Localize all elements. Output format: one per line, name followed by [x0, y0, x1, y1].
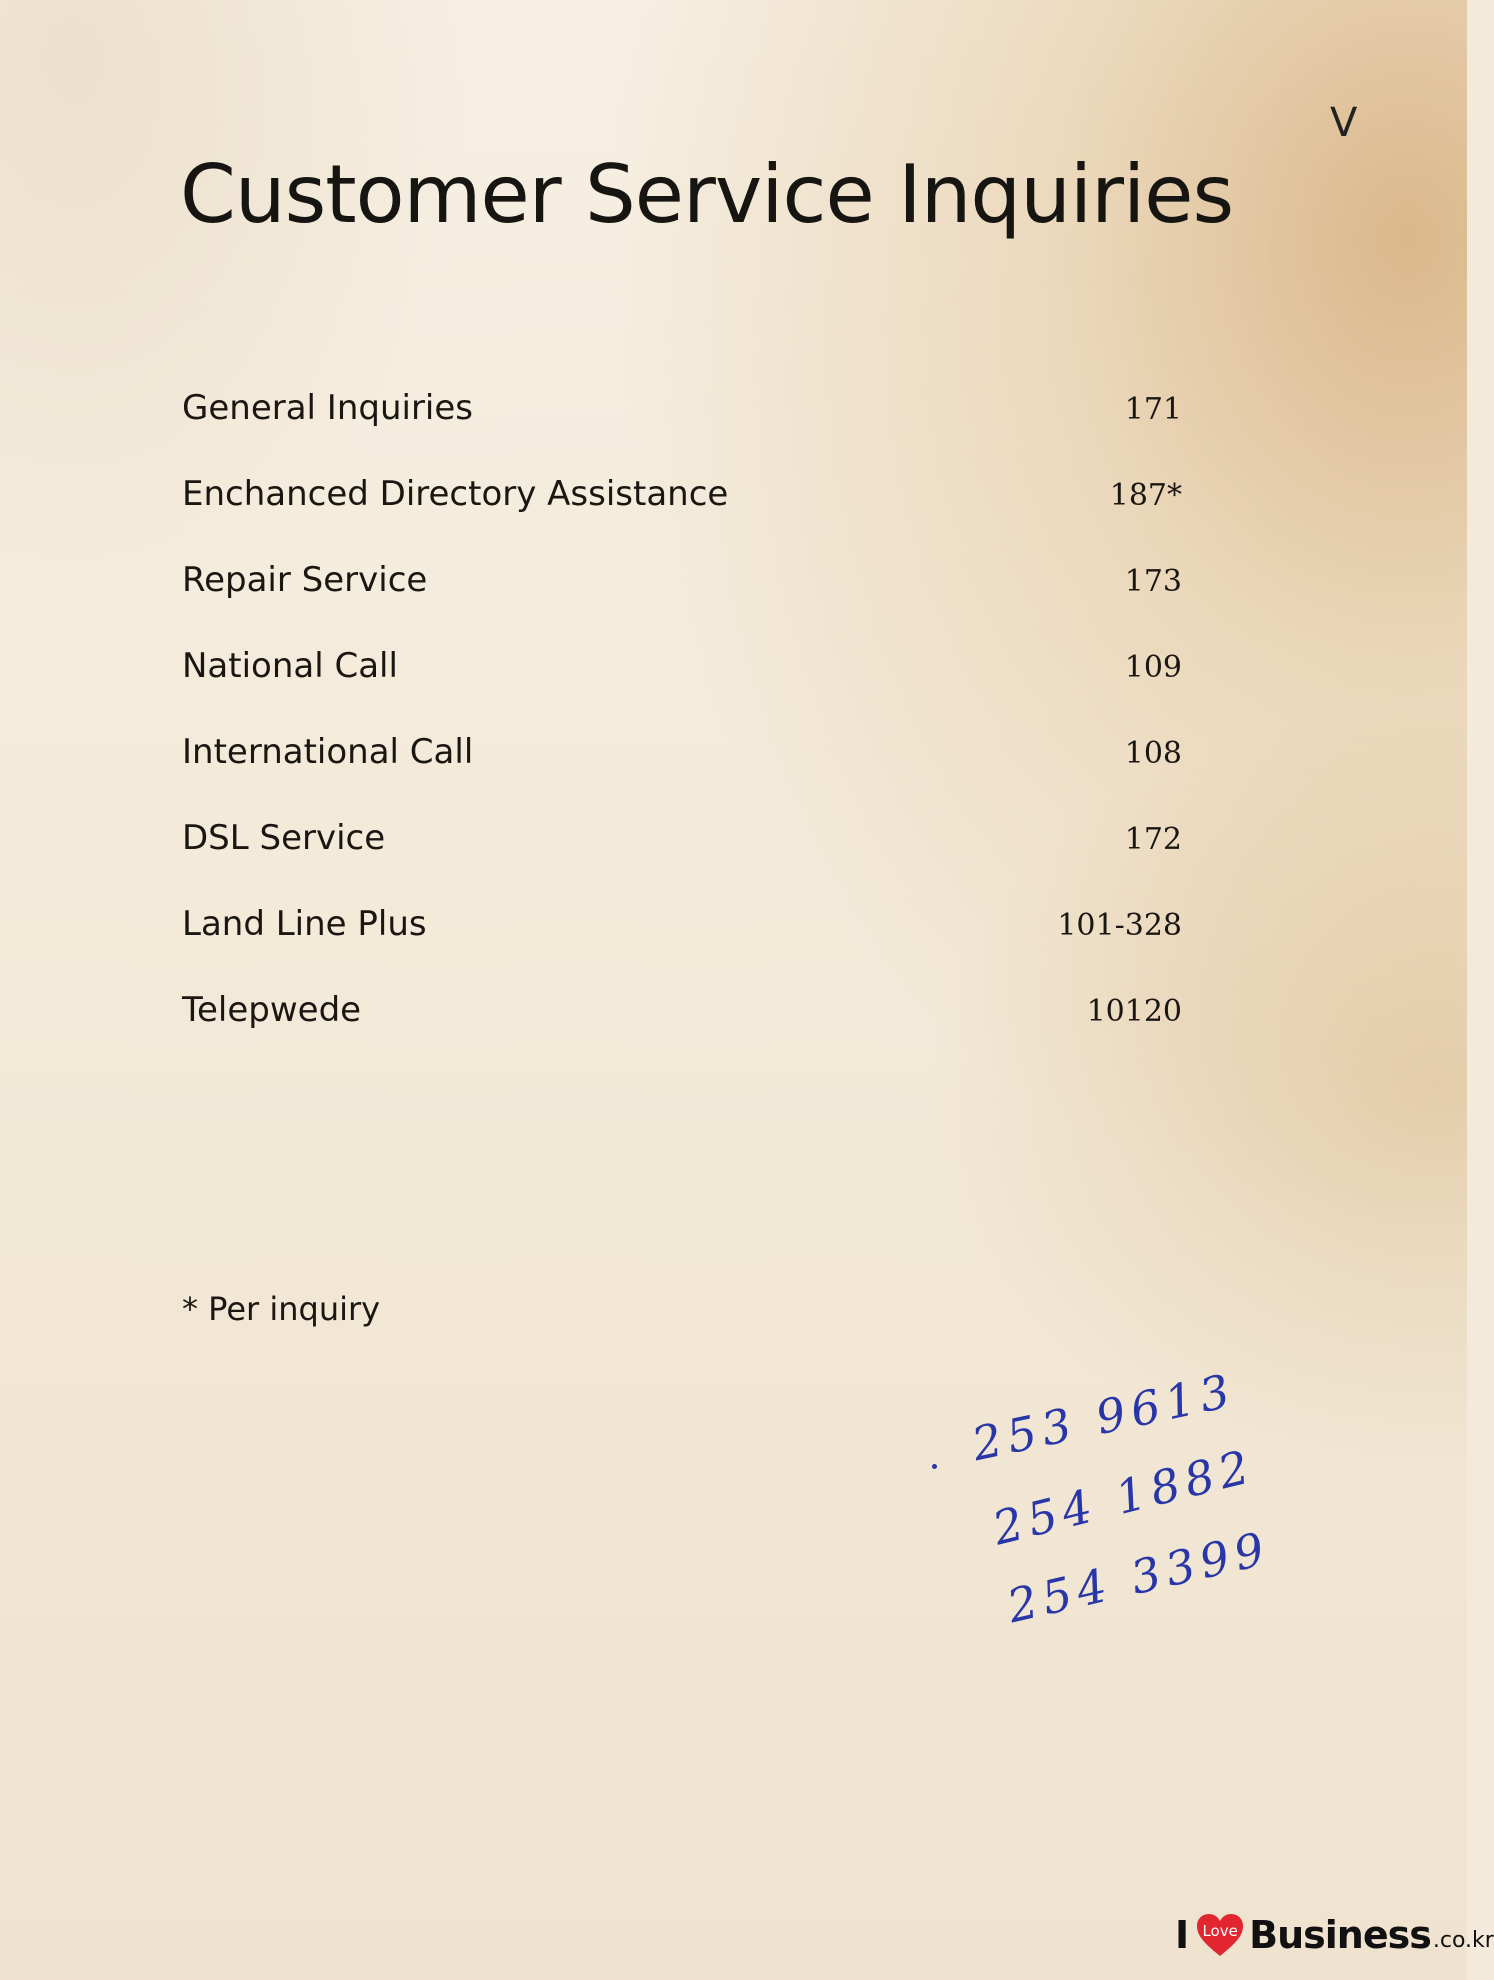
service-list [182, 388, 1182, 1076]
service-code: 109 [1124, 650, 1182, 685]
handwritten-notes [960, 1360, 1280, 1660]
service-row [182, 474, 1182, 560]
service-row [182, 732, 1182, 818]
service-row [182, 990, 1182, 1076]
service-label: DSL Service [182, 818, 386, 858]
heart-icon [1195, 1912, 1245, 1958]
service-code: 172 [1124, 822, 1182, 857]
watermark-brand: Business [1249, 1913, 1431, 1957]
service-row [182, 560, 1182, 646]
corner-mark: V [1330, 100, 1358, 146]
service-row [182, 388, 1182, 474]
service-label: Telepwede [182, 990, 362, 1030]
watermark-prefix: I [1175, 1913, 1190, 1957]
handwritten-number: 254 3399 [1002, 1520, 1276, 1634]
ink-dot [932, 1464, 937, 1469]
service-label: Repair Service [182, 560, 428, 600]
service-code: 10120 [1086, 994, 1182, 1029]
service-code: 187* [1109, 478, 1182, 513]
service-label: Land Line Plus [182, 904, 427, 944]
handwritten-number: 254 1882 [987, 1438, 1261, 1556]
handwritten-number: 253 9613 [967, 1362, 1241, 1472]
service-label: International Call [182, 732, 474, 772]
service-code: 101-328 [1057, 908, 1182, 943]
service-code: 108 [1124, 736, 1182, 771]
service-row [182, 646, 1182, 732]
service-label: National Call [182, 646, 398, 686]
service-code: 173 [1124, 564, 1182, 599]
service-label: General Inquiries [182, 388, 474, 428]
service-label: Enchanced Directory Assistance [182, 474, 729, 514]
watermark-logo [1175, 1912, 1494, 1958]
page-title: Customer Service Inquiries [180, 148, 1234, 241]
service-row [182, 818, 1182, 904]
footnote: * Per inquiry [182, 1290, 381, 1328]
service-code: 171 [1124, 392, 1182, 427]
service-row [182, 904, 1182, 990]
watermark-domain: .co.kr [1432, 1927, 1494, 1953]
heart-text: Love [1202, 1922, 1238, 1940]
